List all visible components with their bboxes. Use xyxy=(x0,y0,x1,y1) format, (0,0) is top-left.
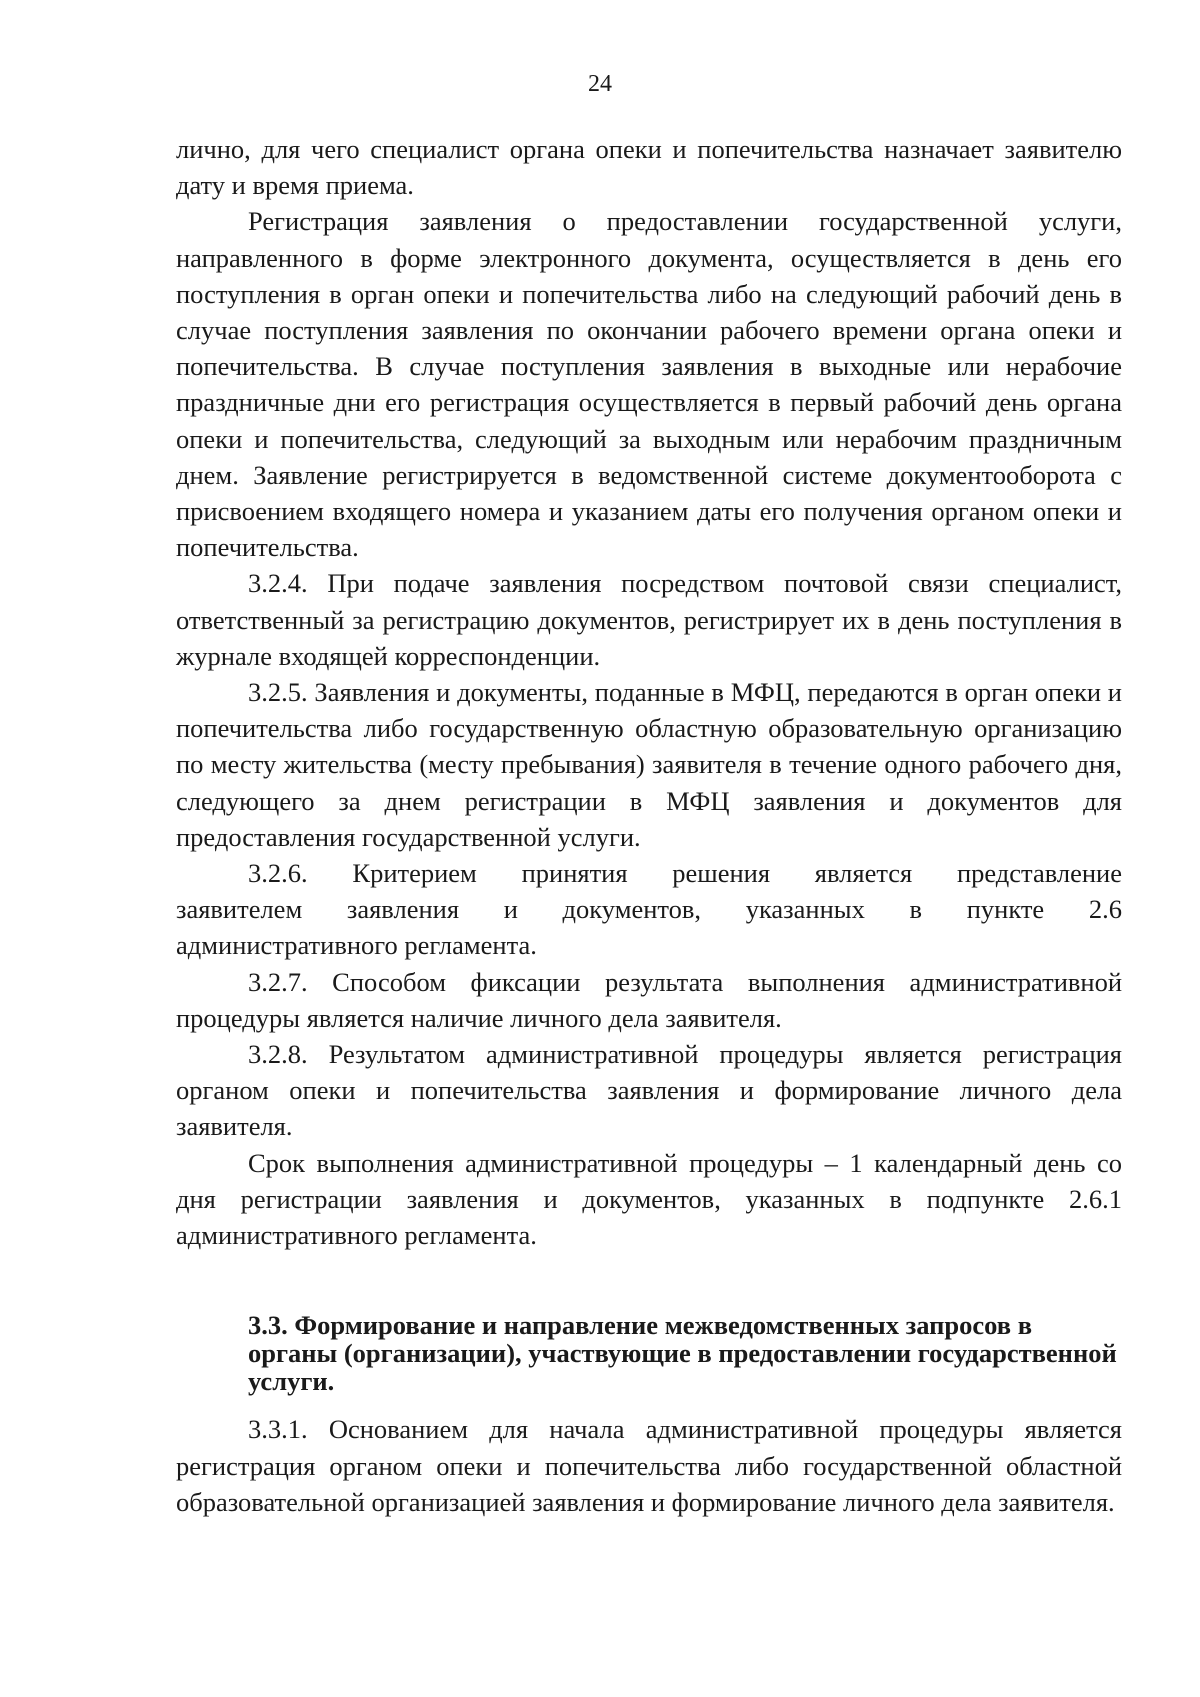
section-heading-3-3-line-1: 3.3. Формирование и направление межведомственных запросов в xyxy=(248,1310,1033,1341)
paragraph-3-2-4: 3.2.4. При подаче заявления посредством почтовой связи специалист, ответственный за регистрацию документов, регистрирует их в день поступления в журнале входящей корреспонденции. xyxy=(176,568,1122,671)
paragraph-3-2-6-line-1: 3.2.6. Критерием принятия решения является представление xyxy=(248,858,1122,889)
paragraph-procedure-term: Срок выполнения административной процедуры – 1 календарный день со дня регистрации заявления и документов, указанных в подпункте 2.6.1 административного регламента. xyxy=(176,1147,1122,1251)
paragraph-3-2-8: 3.2.8. Результатом административной процедуры является регистрация органом опеки и попечительства заявления и формирование личного дела заявителя. xyxy=(176,1039,1122,1142)
paragraph-3-2-6-line-3: административного регламента. xyxy=(176,930,537,961)
paragraph-electronic-registration: Регистрация заявления о предоставлении государственной услуги, направленного в форме электронного документа, осуществляется в день его поступления в орган опеки и попечительства либо на следующий рабочий день в случае поступления заявления по окончании рабочего времени органа опеки и попечительства. В случае поступления заявления в выходные или нерабочие праздничные дни его регистрация осуществляется в первый рабочий день органа опеки и попечительства, следующий за выходным или нерабочим праздничным днем. Заявление регистрируется в ведомственной системе документооборота с присвоением входящего номера и указанием даты его получения органом опеки и попечительства. xyxy=(176,206,1122,563)
paragraph-intro-continuation: лично, для чего специалист органа опеки и попечительства назначает заявителю дату и время приема. xyxy=(176,134,1122,201)
section-heading-3-3-line-3: услуги. xyxy=(248,1366,335,1397)
document-body xyxy=(176,131,1122,1520)
paragraph-3-2-6-line-2: заявителем заявления и документов, указанных в пункте 2.6 xyxy=(176,894,1122,925)
paragraph-3-3-1: 3.3.1. Основанием для начала административной процедуры является регистрация органом опеки и попечительства либо государственной областной образовательной организацией заявления и формирование личного дела заявителя. xyxy=(176,1414,1122,1517)
paragraph-3-2-5: 3.2.5. Заявления и документы, поданные в МФЦ, передаются в орган опеки и попечительства либо государственную областную образовательную организацию по месту жительства (месту пребывания) заявителя в течение одного рабочего дня, следующего за днем регистрации в МФЦ заявления и документов для предоставления государственной услуги. xyxy=(176,677,1122,852)
section-heading-3-3-line-2: органы (организации), участвующие в предоставлении государственной xyxy=(248,1338,1117,1369)
page-number: 24 xyxy=(588,71,612,97)
paragraph-3-2-7: 3.2.7. Способом фиксации результата выполнения административной процедуры является наличие личного дела заявителя. xyxy=(176,966,1122,1033)
